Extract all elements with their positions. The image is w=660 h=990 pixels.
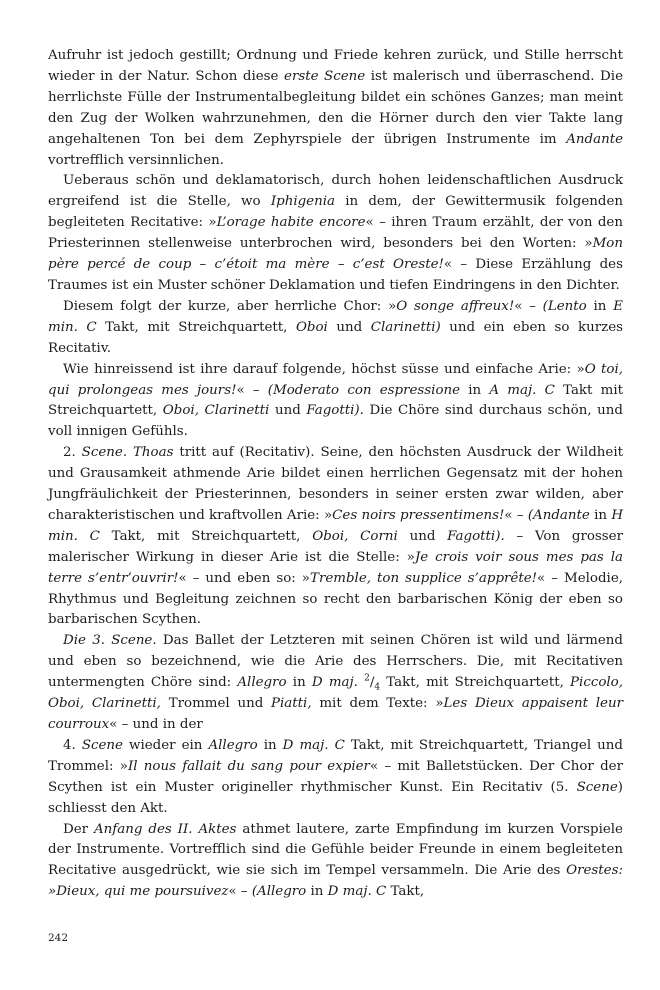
italic-run: Oboi, Clarinetti — [162, 403, 270, 419]
italic-run: (Lento — [542, 298, 587, 314]
italic-run: Clarinetti) — [370, 319, 441, 335]
text-run: Diesem folgt der kurze, aber herrliche Chor: » — [63, 298, 397, 314]
text-run: Takt, — [386, 884, 425, 900]
text-run: . Die Chöre sind durchaus schön, und voll innigen Gefühls. — [48, 403, 623, 440]
italic-run: Die 3. Scene — [63, 633, 153, 649]
italic-run: D maj. — [311, 675, 358, 691]
text-run: Takt mit Streichquartett, — [48, 382, 624, 419]
text-run: « – — [236, 382, 268, 398]
italic-run: L’orage habite encore — [216, 215, 366, 231]
subscript: 4 — [374, 682, 381, 693]
text-run: Takt, mit Streichquartett, — [380, 675, 571, 691]
italic-run: Orestes: »Dieux, qui me poursuivez — [48, 863, 623, 900]
text-run: « – — [228, 884, 252, 900]
text-run: ist malerisch und überraschend. Die herrlichste Fülle der Instrumentalbegleitung bildet ein schönes Ganzes; man meint den Zug der Wolken wahrzunehmen, den die Hörner durch den vier Takte lang angehaltenen Ton bei dem Zephyrspiele der übrigen Instrumente im — [48, 68, 624, 147]
text-run: in — [286, 675, 312, 691]
paragraph — [48, 171, 623, 296]
italic-run: Ces noirs pressentimens! — [332, 507, 505, 523]
italic-run: erste Scene — [284, 68, 366, 84]
italic-run: Je crois voir sous mes pas la terre s’entr’ouvrir! — [48, 549, 623, 586]
text-run: athmet lautere, zarte Empfindung im kurzen Vorspiele der Instrumente. Vortrefflich sind die Gefühle beider Freunde in einem begleiteten Recitative ausgedrückt, wie sie sich im Tempel versammeln. Die Arie des — [48, 821, 623, 879]
text-run: Aufruhr ist jedoch gestillt; Ordnung und Friede kehren zurück, und Stille herrscht wieder in der Natur. Schon diese — [48, 48, 623, 84]
text-run: . Das Ballet der Letzteren mit seinen Chören ist wild und lärmend und eben so bezeichnend, wie die Arie des Herrschers. Die, mit Recitativen untermengten Chöre sind: — [48, 633, 623, 691]
italic-run: Andante — [566, 131, 623, 147]
italic-run: O songe affreux! — [396, 298, 515, 314]
italic-run: Il nous fallait du sang pour expier — [127, 758, 370, 774]
italic-run: Piatti, — [271, 696, 312, 712]
text-run: und — [269, 403, 307, 419]
italic-run: Iphigenia — [270, 194, 335, 210]
italic-run: Piccolo, Oboi, Clarinetti, — [48, 675, 623, 712]
italic-run: H min. C — [48, 507, 623, 544]
italic-run: D maj. C — [327, 884, 387, 900]
text-run: und ein eben so kurzes Recitativ. — [48, 319, 623, 356]
text-run: « – ihren Traum erzählt, der von den Priesterinnen stellenweise unterbrochen wird, besonders bei den Worten: » — [48, 215, 623, 252]
italic-run: Oboi — [295, 319, 328, 335]
page-body — [48, 46, 623, 903]
paragraph — [48, 443, 623, 631]
italic-run: Anfang des II. Aktes — [94, 821, 237, 837]
paragraph — [48, 297, 623, 360]
text-run: Der — [63, 821, 94, 837]
italic-run: Scene. Thoas — [81, 445, 174, 461]
italic-run: Tremble, ton supplice s’apprête! — [310, 570, 538, 586]
text-run: in — [306, 884, 328, 900]
text-run: mit dem Texte: » — [311, 696, 444, 712]
italic-run: Fagotti) — [306, 403, 360, 419]
text-run: « – Melodie, Rhythmus und Begleitung zeichnen so recht den barbarischen König der eben so barbarischen Scythen. — [48, 570, 623, 628]
text-run: und — [397, 528, 448, 544]
text-run: Ueberaus schön und deklamatorisch, durch hohen leidenschaftlichen Ausdruck ergreifend ist die Stelle, wo — [48, 173, 623, 210]
italic-run: (Moderato con espressione — [267, 382, 461, 398]
text-run: « – mit Balletstücken. Der Chor der Scythen ist ein Muster origineller rhythmischer Kunst. Ein Recitativ (5. — [48, 758, 623, 795]
text-run: « – und in der — [109, 717, 203, 732]
text-run: « – — [514, 298, 543, 314]
italic-run: Les Dieux appaisent leur courroux — [48, 696, 623, 732]
italic-run: (Andante — [527, 507, 590, 523]
text-run: wieder ein — [122, 737, 209, 753]
italic-run: Allegro — [237, 675, 287, 691]
italic-run: E min. C — [48, 298, 623, 335]
paragraph — [48, 736, 623, 820]
italic-run: Allegro — [208, 737, 258, 753]
text-run: in — [460, 382, 490, 398]
paragraph — [48, 820, 623, 904]
text-run: in dem, der Gewittermusik folgenden begleiteten Recitative: » — [48, 194, 623, 231]
italic-run: Fagotti). — [447, 528, 505, 544]
text-run: – Von grosser malerischer Wirkung in dieser Arie ist die Stelle: » — [48, 528, 623, 565]
text-run: Takt, mit Streichquartett, — [96, 319, 296, 335]
italic-run: (Allegro — [251, 884, 307, 900]
text-run: vortrefflich versinnlichen. — [48, 152, 224, 168]
text-run: in — [257, 737, 283, 753]
text-run: Trommel und — [160, 696, 272, 712]
text-run: « – und eben so: » — [178, 570, 311, 586]
text-run: « – Diese Erzählung des Traumes ist ein Muster schöner Deklamation und tiefen Eindringens in den Dichter. — [48, 257, 623, 293]
italic-run: Oboi, Corni — [312, 528, 398, 544]
italic-run: Scene — [576, 779, 618, 795]
text-run: Takt, mit Streichquartett, — [99, 528, 313, 544]
text-run: in — [589, 507, 612, 523]
text-run: 2. — [63, 445, 82, 461]
italic-run: O toi, qui prolongeas mes jours! — [48, 361, 623, 398]
text-run: in — [586, 298, 614, 314]
text-run: und — [327, 319, 371, 335]
text-run: 4. — [63, 737, 82, 753]
text-run: ) schliesst den Akt. — [48, 779, 623, 816]
italic-run: D maj. C — [282, 737, 345, 753]
superscript: 2 — [364, 673, 370, 684]
page-number: 242 — [48, 932, 69, 944]
italic-run: Mon père percé de coup – c’étoit ma mère – c’est Oreste! — [48, 236, 623, 273]
text-run: Wie hinreissend ist ihre darauf folgende, höchst süsse und einfache Arie: » — [63, 361, 585, 377]
paragraph — [48, 631, 623, 736]
text-run: tritt auf (Recitativ). Seine, den höchsten Ausdruck der Wildheit und Grausamkeit athmende Arie bildet einen herrlichen Gegensatz mit der hohen Jungfräulichkeit der Priesterinnen, besonders in seiner ersten zwar wilden, aber charakteristischen und kraftvollen Arie: » — [48, 445, 623, 523]
text-run: / — [369, 675, 375, 691]
italic-run: A maj. C — [489, 382, 555, 398]
text-run: Takt, mit Streichquartett, Triangel und Trommel: » — [48, 737, 623, 774]
paragraph — [48, 46, 623, 171]
text-run: « – — [504, 507, 528, 523]
italic-run: Scene — [81, 737, 123, 753]
paragraph — [48, 360, 623, 444]
